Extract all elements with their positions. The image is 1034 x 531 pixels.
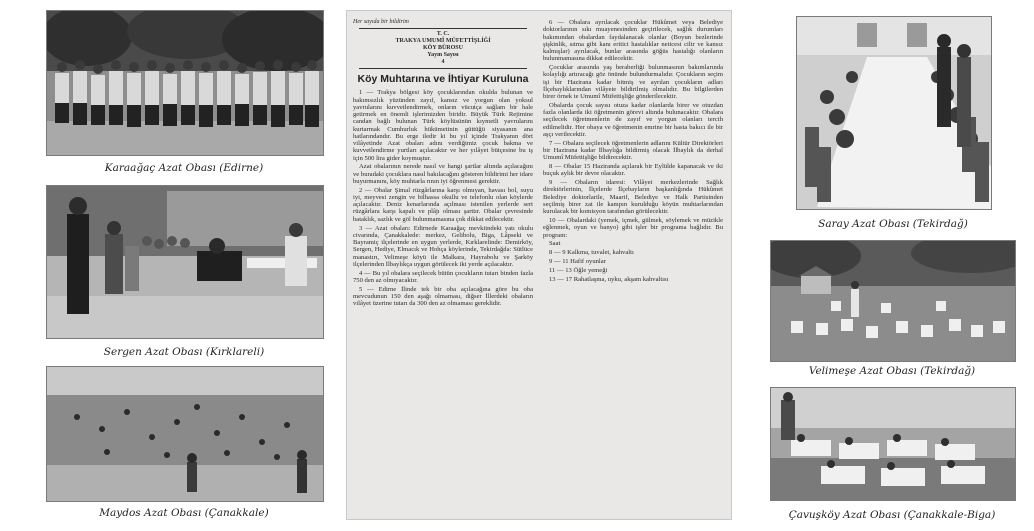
photo-karaagac (46, 10, 324, 156)
maydos-photo-image (47, 367, 323, 501)
cavuskoy-photo-image (771, 388, 1015, 500)
photo-velimese (770, 240, 1016, 362)
karaagac-photo-image (47, 11, 323, 155)
paragraph: 7 — Obalara seçilecek öğretmenlerin adlarını Kültür Direktörleri bir Hazirana kadar İlbaylığa bildirmiş olacak İlbaylık da derhal Umumî Müfettişliğe bildirecektir. (543, 139, 723, 162)
header-line: KÖY BÜROSU (423, 45, 463, 52)
caption-saray: Saray Azat Obası (Tekirdağ) (818, 218, 968, 230)
right-column (543, 19, 723, 285)
saray-photo-image (797, 17, 991, 209)
photo-maydos (46, 366, 324, 502)
paragraph: Obalarda çocuk sayısı otuza kadar olanlarda birer ve otuzdan fazla olanlarda iki öğretmenin görevi altında bulunacaktır. Obalara seçilecek öğretmenlerin de zayıf ve yorgun olanları tercih edilmelidir. Her obaya ve öğretmenin emrine bir hasta bakıcı ile bir aşçı verilecektir. (543, 101, 723, 138)
paragraph: 1 — Trakya bölgesi köy çocuklarından okulda bulunan ve bakımsızlık yüzünden zayıf, kansız ve yorgun olan yoksul yavrularını kuvvetlendirmek, onların vücutça sağlam bir hale getirmek en önemli işlerimizden biridir. Büyük Türk Rejimine candan bağlı bulunan Türk köylüsünün kıymetli yavrularını kurtarmak Cumhurluk hükümetinin güttüğü siyasanın ana hatlarındandır. Bu erge iledir ki bu yıl içinde Trakyanın dört vilâyetinde Azat obaları adını verdiğimiz çocuk bakma ve kuvvetlendirme yurtları açılacaktır ve her yılâyet bütçesine bu iş için 500 lira gider koymuştur. (353, 89, 533, 162)
document-title: Köy Muhtarına ve İhtiyar Kuruluna (357, 73, 529, 86)
document-page (346, 10, 732, 520)
schedule-row: 11 — 13 Öğle yemeği (549, 266, 608, 274)
header-box (359, 28, 527, 69)
caption-velimese: Velimeşe Azat Obası (Tekirdağ) (808, 365, 976, 377)
schedule-header: Saat (549, 240, 561, 248)
caption-karaagac: Karaağaç Azat Obası (Edirne) (104, 162, 264, 174)
paragraph: 6 — Obalara ayrılacak çocuklar Hükûmet veya Belediye doktorlarının sıkı muayenesinden geçirilecek, sağlık durumları bakımından obalardan faydalanacak olanlar (Boyun bezlerinde şişkinlik, sıtma gibi kanı eritici hastalıklar neticesi ciltr ve kansız kalmışlar) ayrılacak, bunlar arasında göğüs hastalığı olanların bulunmamasına dikkat edilecektir. (543, 19, 723, 63)
paragraph: 3 — Azat obaları: Edirnede Karaağaç mevkiindeki yatı okulu civarında, Çanakkalede: merkez, Gelibolu, Biga, Lâpseki ve Bayramiç ilçelerinde en uygun yerlerde, Kırklarelinde: Demirköy, Sergen, Hediye, Elmacık ve Hohça köylerinde, Tekirdağda: Sütlüce manastırı, Velimeşe köyü ile Malkara, Hayrabolu ve Şarköy ilçelerinden İlbaylıkça uygun görülecek iki yerde açılacaktır. (353, 224, 533, 268)
schedule-row: 13 — 17 Rahatlaşma, uyku, akşam kahvaltısı (549, 275, 669, 283)
header-line: Yayın Sayısı (427, 52, 459, 59)
photo-saray (796, 16, 992, 210)
left-column (353, 19, 533, 309)
paragraph: 2 — Obalar Şimal rüzgârlarına karşı olmıyan, havası bol, suyu iyi, meyvesi zengin ve bilhassa okullu ve telefonlu olan köylerde açılacaktır. Deniz kenarlarında açılması istenilen yerlerde sert rüzgârlara karşı kapalı ve plâjı olması şarttır. Obalar çevresinde bataklık, sazlık ve göl bulunmamasına çok dikkat edilecektir. (353, 186, 533, 223)
header-line: 4 (441, 59, 445, 66)
paragraph: 10 — Obalardaki (yemek, içmek, gülmek, söylemek ve müzikle eğlenmek, oyun ve banyo) gibi işler bir programa bağlıdır. Bu program: (543, 217, 723, 239)
paragraph: Azat obalarının nerede nasıl ve hangi şartlar altında açılacağını ve buradaki çocuklara nasıl bakılacağını gösteren bildirimi her idare buyurmanını, köy muhtarla rının iyi öğrenmesi gerektir. (353, 163, 533, 185)
paragraph: 9 — Obaların idaresi: Vilâyet merkezlerinde Sağlık direktörlerinin, İlçelerde İlçebayların başkanlığında Hükûmet Belediye doktorlarile, Maarif, Belediye ve Halk Partisinden seçilmiş birer zat ile kampın kurulduğu köyün muhtarlarından kurulacak bir komisyon tarafından görülecektir. (543, 179, 723, 216)
caption-cavuskoy: Çavuşköy Azat Obası (Çanakkale-Biga) (788, 509, 996, 521)
caption-maydos: Maydos Azat Obası (Çanakkale) (99, 507, 269, 519)
header-line: TRAKYA UMUMÎ MÜFETTİŞLİĞİ (395, 38, 491, 45)
paragraph: 8 — Obalar 15 Haziranda açılarak bir Eylülde kapanacak ve iki buçuk aylık bir devre olacaktır. (543, 163, 723, 178)
header-note: Her sayıda bir bildirim (353, 19, 409, 25)
photo-cavuskoy (770, 387, 1016, 501)
paragraph: 4 — Bu yıl obalara seçilecek bütün çocukların tutarı binden fazla 750 den az olmıyacaktır. (353, 269, 533, 284)
caption-sergen: Sergen Azat Obası (Kırklareli) (103, 346, 265, 358)
velimese-photo-image (771, 241, 1015, 361)
sergen-photo-image (47, 186, 323, 338)
schedule-row: 9 — 11 Hafif oyunlar (549, 258, 606, 266)
header-line: T. C. (436, 31, 450, 38)
schedule-row: 8 — 9 Kalkma, tuvalet, kahvaltı (549, 249, 634, 257)
paragraph: Çocuklar arasında yaş beraberliği bulunmasının bakımlarında kolaylığı artıracağı göz önünde bulundurmalıdır. Çocukların seçim işi bir Hazirana kadar bitmiş ve ayrılan çocukların adları İlçebaylıklarından vilâyete bildirilmiş olmalıdır. Bu bilgilerden birer örnek te Umumî Müfettişliğe gönderilecektir. (543, 64, 723, 101)
paragraph: 5 — Edirne İlinde tek bir oba açılacağına göre bu oba mevcudunun 150 den aşağı olmaması, diğser İllerdeki obaların vilâyet üzerine tutarı da 300 den az olmaması gereklidir. (353, 285, 533, 308)
photo-sergen (46, 185, 324, 339)
